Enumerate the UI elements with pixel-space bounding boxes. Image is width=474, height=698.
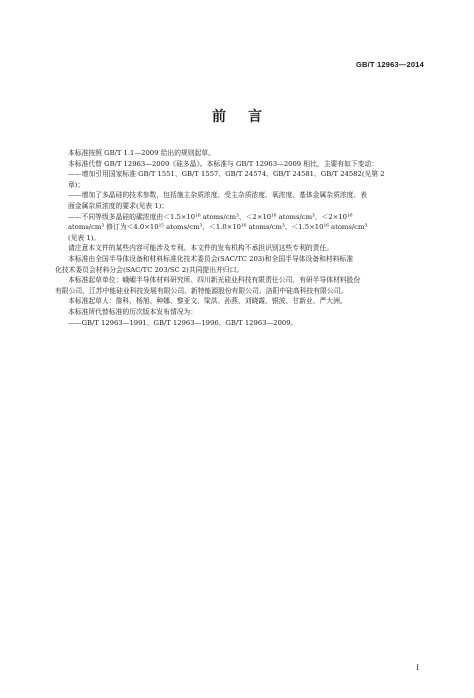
paragraph-drafting-units-cont: 有限公司、江苏中能硅业科技发展有限公司、新特能源股份有限公司、洛阳中硅高科技有限公司。 xyxy=(55,286,348,295)
standard-number: GB/T 12963—2014 xyxy=(355,60,424,69)
paragraph-proposer: 本标准由全国半导体设备和材料标准化技术委员会(SAC/TC 203)和全国半导体设备和材料标准 xyxy=(68,254,354,263)
change-item-parameters-cont: 面金属杂质浓度的要求(见表 1)； xyxy=(68,201,169,210)
paragraph-drafting-units: 本标准起草单位：峨嵋半导体材料研究所、四川新光硅业科技有限责任公司、有研半导体材料股份 xyxy=(68,276,361,285)
change-item-carbon: ——不同等级多晶硅的碳浓度由＜1.5×10¹⁶ atoms/cm³、＜2×10¹⁶ atoms/cm³、＜2×10¹⁶ xyxy=(68,212,353,221)
change-item-references-cont: 章)； xyxy=(68,180,85,189)
foreword-body xyxy=(55,148,429,328)
change-item-carbon-cont-2: (见表 1)。 xyxy=(68,233,101,242)
paragraph-patent-notice: 请注意本文件的某些内容可能涉及专利。本文件的发布机构不承担识别这些专利的责任。 xyxy=(68,244,334,253)
change-item-parameters: ——增加了多晶硅的技术参数，包括施主杂质浓度、受主杂质浓度、氧浓度、基体金属杂质浓度、表 xyxy=(68,191,368,200)
paragraph-proposer-cont: 化技术委员会材料分会(SAC/TC 203/SC 2)共同提出并归口。 xyxy=(55,265,244,274)
paragraph-replaces: 本标准代替 GB/T 12963—2009《硅多晶》。本标准与 GB/T 12963—2009 相比，主要有如下变动： xyxy=(68,159,379,168)
change-item-carbon-cont: atoms/cm³ 修订为＜4.0×10¹⁵ atoms/cm³、＜1.0×10¹⁶ atoms/cm³、＜1.5×10¹⁶ atoms/cm³ xyxy=(68,223,368,232)
change-item-references: ——增加引用国家标准 GB/T 1551、GB/T 1557、GB/T 24574、GB/T 24581、GB/T 24582(见第 2 xyxy=(68,170,385,179)
page-title: 前言 xyxy=(212,109,284,125)
paragraph-drafting-rules: 本标准按照 GB/T 1.1—2009 给出的规则起草。 xyxy=(68,149,215,157)
page-number: I xyxy=(416,664,419,672)
paragraph-drafters: 本标准起草人：詹科、杨旭、种娜、黎亚文、梁洪、孙燕、刘晓霞、银波、甘新业、严大洲。 xyxy=(68,297,347,306)
paragraph-history-intro: 本标准所代替标准的历次版本发布情况为： xyxy=(68,307,198,316)
history-item-editions: ——GB/T 12963—1991、GB/T 12963—1996、GB/T 12963—2009。 xyxy=(68,318,298,327)
